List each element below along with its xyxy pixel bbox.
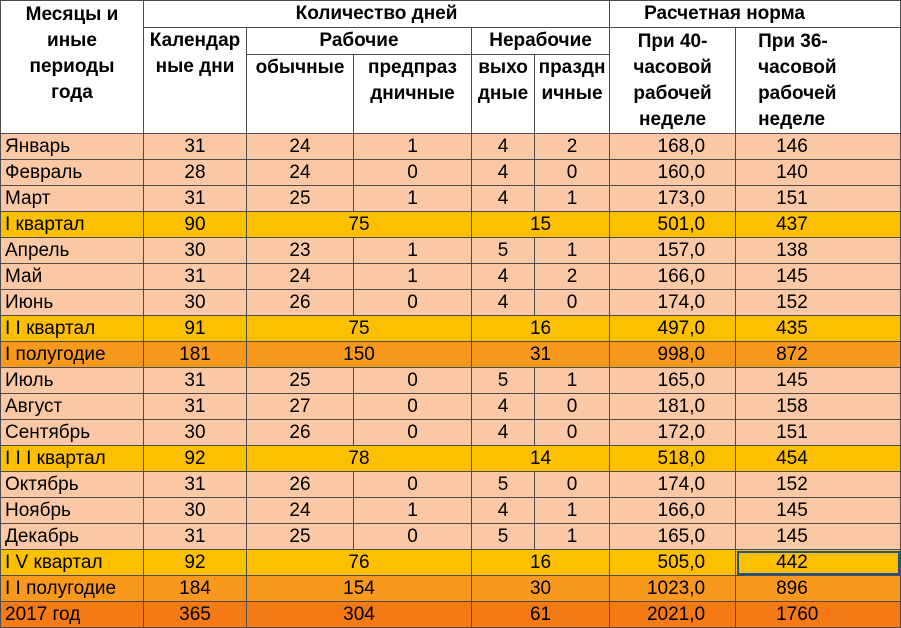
working-days-total-cell[interactable]: 75 [247, 212, 472, 238]
preholiday-days-cell[interactable]: 1 [354, 186, 472, 212]
holiday-days-cell[interactable]: 0 [535, 290, 610, 316]
table-row [1, 290, 901, 316]
period-cell[interactable]: Декабрь [1, 524, 144, 550]
norm-40-cell[interactable]: 165,0 [610, 368, 736, 394]
norm-36-cell[interactable]: 146 [736, 134, 901, 160]
weekend-days-cell[interactable]: 4 [472, 394, 535, 420]
preholiday-days-cell[interactable]: 0 [354, 394, 472, 420]
table-body [1, 134, 901, 628]
norm-36-cell[interactable]: 140 [736, 160, 901, 186]
regular-days-cell[interactable]: 25 [247, 186, 354, 212]
header-nonworking: Нерабочие [472, 28, 610, 55]
weekend-days-cell[interactable]: 5 [472, 524, 535, 550]
weekend-days-cell[interactable]: 4 [472, 264, 535, 290]
norm-36-cell[interactable]: 435 [736, 316, 901, 342]
working-days-total-cell[interactable]: 75 [247, 316, 472, 342]
weekend-days-cell[interactable]: 4 [472, 498, 535, 524]
half-total-row [1, 342, 901, 368]
preholiday-days-cell[interactable]: 1 [354, 264, 472, 290]
calendar-days-cell[interactable]: 28 [144, 160, 247, 186]
preholiday-days-cell[interactable]: 1 [354, 238, 472, 264]
table-row [1, 186, 901, 212]
norm-40-cell[interactable]: 174,0 [610, 472, 736, 498]
regular-days-cell[interactable]: 24 [247, 498, 354, 524]
table-row [1, 524, 901, 550]
working-days-total-cell[interactable]: 150 [247, 342, 472, 368]
preholiday-days-cell[interactable]: 1 [354, 134, 472, 160]
norm-36-cell[interactable]: 1760 [736, 602, 901, 628]
table-row [1, 238, 901, 264]
working-days-total-cell[interactable]: 78 [247, 446, 472, 472]
regular-days-cell[interactable]: 26 [247, 420, 354, 446]
header-period: Месяцы и иные периоды года [1, 1, 144, 134]
working-days-total-cell[interactable]: 304 [247, 602, 472, 628]
weekend-days-cell[interactable]: 4 [472, 290, 535, 316]
norm-36-cell[interactable]: 151 [736, 186, 901, 212]
norm-36-cell[interactable]: 437 [736, 212, 901, 238]
holiday-days-cell[interactable]: 2 [535, 134, 610, 160]
norm-40-cell[interactable]: 166,0 [610, 264, 736, 290]
norm-40-cell[interactable]: 165,0 [610, 524, 736, 550]
period-cell[interactable]: I V квартал [1, 550, 144, 576]
period-cell[interactable]: Июнь [1, 290, 144, 316]
norm-40-cell[interactable]: 172,0 [610, 420, 736, 446]
header-holiday: праздн ичные [535, 55, 610, 134]
header-preholiday: предпраз дничные [354, 55, 472, 134]
holiday-days-cell[interactable]: 0 [535, 160, 610, 186]
calendar-days-cell[interactable]: 31 [144, 264, 247, 290]
norm-36-cell[interactable]: 442 [736, 550, 901, 576]
norm-40-cell[interactable]: 174,0 [610, 290, 736, 316]
calendar-days-cell[interactable]: 30 [144, 420, 247, 446]
period-cell[interactable]: 2017 год [1, 602, 144, 628]
table-row [1, 160, 901, 186]
quarter-total-row [1, 446, 901, 472]
quarter-total-row [1, 212, 901, 238]
holiday-days-cell[interactable]: 0 [535, 394, 610, 420]
norm-36-cell[interactable]: 145 [736, 498, 901, 524]
nonworking-days-total-cell[interactable]: 30 [472, 576, 610, 602]
period-cell[interactable]: Ноябрь [1, 498, 144, 524]
calendar-days-cell[interactable]: 30 [144, 498, 247, 524]
calendar-days-cell[interactable]: 91 [144, 316, 247, 342]
period-cell[interactable]: I I квартал [1, 316, 144, 342]
header-working: Рабочие [247, 28, 472, 55]
table-row [1, 264, 901, 290]
period-cell[interactable]: Февраль [1, 160, 144, 186]
calendar-days-cell[interactable]: 30 [144, 290, 247, 316]
calendar-days-cell[interactable]: 31 [144, 524, 247, 550]
norm-36-cell[interactable]: 158 [736, 394, 901, 420]
norm-36-cell[interactable]: 151 [736, 420, 901, 446]
weekend-days-cell[interactable]: 4 [472, 186, 535, 212]
norm-40-cell[interactable]: 518,0 [610, 446, 736, 472]
regular-days-cell[interactable]: 24 [247, 160, 354, 186]
table-row [1, 368, 901, 394]
calendar-days-cell[interactable]: 31 [144, 134, 247, 160]
norm-40-cell[interactable]: 497,0 [610, 316, 736, 342]
weekend-days-cell[interactable]: 4 [472, 420, 535, 446]
regular-days-cell[interactable]: 23 [247, 238, 354, 264]
period-cell[interactable]: Октябрь [1, 472, 144, 498]
period-cell[interactable]: I I полугодие [1, 576, 144, 602]
weekend-days-cell[interactable]: 4 [472, 160, 535, 186]
header-calendar: Календар ные дни [144, 28, 247, 134]
holiday-days-cell[interactable]: 0 [535, 472, 610, 498]
nonworking-days-total-cell[interactable]: 16 [472, 550, 610, 576]
norm-36-cell[interactable]: 145 [736, 264, 901, 290]
weekend-days-cell[interactable]: 5 [472, 472, 535, 498]
regular-days-cell[interactable]: 24 [247, 264, 354, 290]
calendar-days-cell[interactable]: 92 [144, 446, 247, 472]
nonworking-days-total-cell[interactable]: 14 [472, 446, 610, 472]
period-cell[interactable]: Март [1, 186, 144, 212]
period-cell[interactable]: Июль [1, 368, 144, 394]
calendar-days-cell[interactable]: 181 [144, 342, 247, 368]
norm-40-cell[interactable]: 2021,0 [610, 602, 736, 628]
calendar-days-cell[interactable]: 31 [144, 186, 247, 212]
holiday-days-cell[interactable]: 0 [535, 420, 610, 446]
calendar-days-cell[interactable]: 184 [144, 576, 247, 602]
preholiday-days-cell[interactable]: 0 [354, 160, 472, 186]
preholiday-days-cell[interactable]: 1 [354, 498, 472, 524]
preholiday-days-cell[interactable]: 0 [354, 290, 472, 316]
holiday-days-cell[interactable]: 1 [535, 186, 610, 212]
preholiday-days-cell[interactable]: 0 [354, 472, 472, 498]
holiday-days-cell[interactable]: 2 [535, 264, 610, 290]
table-row [1, 472, 901, 498]
calendar-days-cell[interactable]: 31 [144, 368, 247, 394]
working-days-total-cell[interactable]: 154 [247, 576, 472, 602]
preholiday-days-cell[interactable]: 0 [354, 420, 472, 446]
nonworking-days-total-cell[interactable]: 31 [472, 342, 610, 368]
header-norm-40: При 40- часовой рабочей неделе [610, 28, 736, 134]
norm-36-cell[interactable]: 896 [736, 576, 901, 602]
header-regular: обычные [247, 55, 354, 134]
norm-36-cell[interactable]: 145 [736, 524, 901, 550]
table-row [1, 134, 901, 160]
norm-36-cell[interactable]: 145 [736, 368, 901, 394]
calendar-days-cell[interactable]: 365 [144, 602, 247, 628]
regular-days-cell[interactable]: 25 [247, 524, 354, 550]
calendar-days-cell[interactable]: 31 [144, 394, 247, 420]
period-cell[interactable]: I полугодие [1, 342, 144, 368]
norm-40-cell[interactable]: 181,0 [610, 394, 736, 420]
period-cell[interactable]: Сентябрь [1, 420, 144, 446]
regular-days-cell[interactable]: 24 [247, 134, 354, 160]
calendar-days-cell[interactable]: 31 [144, 472, 247, 498]
norm-36-cell[interactable]: 152 [736, 290, 901, 316]
period-cell[interactable]: Май [1, 264, 144, 290]
period-cell[interactable]: I квартал [1, 212, 144, 238]
preholiday-days-cell[interactable]: 0 [354, 368, 472, 394]
norm-40-cell[interactable]: 501,0 [610, 212, 736, 238]
quarter-total-row [1, 316, 901, 342]
weekend-days-cell[interactable]: 5 [472, 368, 535, 394]
regular-days-cell[interactable]: 26 [247, 472, 354, 498]
norm-40-cell[interactable]: 173,0 [610, 186, 736, 212]
regular-days-cell[interactable]: 27 [247, 394, 354, 420]
header-norm-group: Расчетная норма [610, 1, 901, 28]
table-row [1, 420, 901, 446]
norm-40-cell[interactable]: 160,0 [610, 160, 736, 186]
norm-40-cell[interactable]: 1023,0 [610, 576, 736, 602]
half-total-row [1, 576, 901, 602]
holiday-days-cell[interactable]: 1 [535, 498, 610, 524]
norm-40-cell[interactable]: 166,0 [610, 498, 736, 524]
norm-40-cell[interactable]: 505,0 [610, 550, 736, 576]
period-cell[interactable]: I I I квартал [1, 446, 144, 472]
norm-36-cell[interactable]: 454 [736, 446, 901, 472]
weekend-days-cell[interactable]: 5 [472, 238, 535, 264]
regular-days-cell[interactable]: 26 [247, 290, 354, 316]
holiday-days-cell[interactable]: 1 [535, 238, 610, 264]
norm-36-cell[interactable]: 152 [736, 472, 901, 498]
header-norm-36: При 36- часовой рабочей неделе [736, 28, 901, 134]
weekend-days-cell[interactable]: 4 [472, 134, 535, 160]
calendar-days-cell[interactable]: 92 [144, 550, 247, 576]
period-cell[interactable]: Апрель [1, 238, 144, 264]
quarter-total-row [1, 550, 901, 576]
norm-36-cell[interactable]: 872 [736, 342, 901, 368]
preholiday-days-cell[interactable]: 0 [354, 524, 472, 550]
working-days-total-cell[interactable]: 76 [247, 550, 472, 576]
norm-40-cell[interactable]: 998,0 [610, 342, 736, 368]
nonworking-days-total-cell[interactable]: 61 [472, 602, 610, 628]
header-weekend: выхо дные [472, 55, 535, 134]
regular-days-cell[interactable]: 25 [247, 368, 354, 394]
norm-40-cell[interactable]: 168,0 [610, 134, 736, 160]
calendar-days-cell[interactable]: 90 [144, 212, 247, 238]
nonworking-days-total-cell[interactable]: 16 [472, 316, 610, 342]
norm-36-cell[interactable]: 138 [736, 238, 901, 264]
table-row [1, 498, 901, 524]
calendar-days-cell[interactable]: 30 [144, 238, 247, 264]
nonworking-days-total-cell[interactable]: 15 [472, 212, 610, 238]
period-cell[interactable]: Январь [1, 134, 144, 160]
holiday-days-cell[interactable]: 1 [535, 368, 610, 394]
holiday-days-cell[interactable]: 1 [535, 524, 610, 550]
header-days-group: Количество дней [144, 1, 610, 28]
table-row [1, 394, 901, 420]
period-cell[interactable]: Август [1, 394, 144, 420]
year-total-row [1, 602, 901, 628]
norm-40-cell[interactable]: 157,0 [610, 238, 736, 264]
